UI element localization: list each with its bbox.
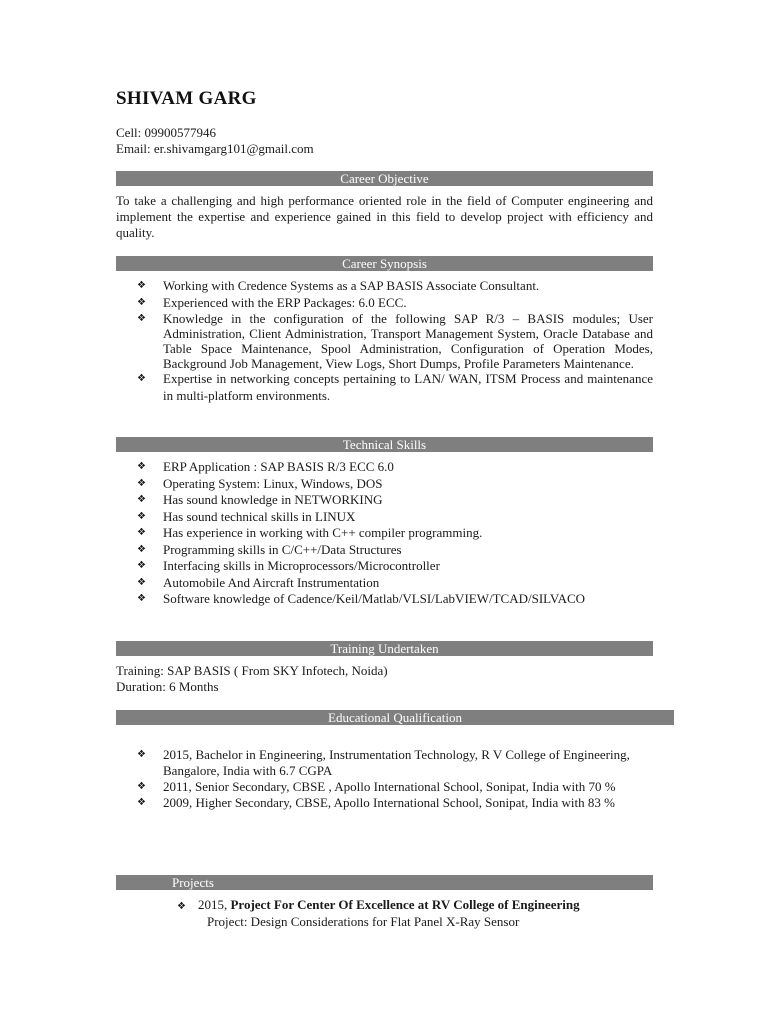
diamond-bullet-icon: ❖ bbox=[137, 797, 146, 808]
project-entry bbox=[177, 897, 580, 916]
list-item: ❖ 2015, Bachelor in Engineering, Instrumentation Technology, R V College of Engineering, Bangalore, India with 6.7 CGPA bbox=[137, 747, 630, 778]
diamond-bullet-icon: ❖ bbox=[137, 510, 146, 522]
list-item: ❖ Has experience in working with C++ compiler programming. bbox=[137, 525, 483, 540]
list-item: ❖ Working with Credence Systems as a SAP BASIS Associate Consultant. bbox=[137, 278, 540, 293]
career-synopsis-heading: Career Synopsis bbox=[116, 256, 653, 271]
diamond-bullet-icon: ❖ bbox=[137, 296, 146, 308]
diamond-bullet-icon: ❖ bbox=[177, 901, 186, 912]
list-item: ❖ Interfacing skills in Microprocessors/Microcontroller bbox=[137, 558, 440, 573]
diamond-bullet-icon: ❖ bbox=[137, 593, 146, 604]
education-heading: Educational Qualification bbox=[116, 710, 674, 725]
list-item: ❖ Has sound technical skills in LINUX bbox=[137, 508, 356, 524]
projects-heading-label: Projects bbox=[172, 875, 214, 890]
technical-skills-list bbox=[137, 459, 677, 608]
diamond-bullet-icon: ❖ bbox=[137, 527, 146, 538]
diamond-bullet-icon: ❖ bbox=[137, 494, 146, 505]
list-item: ❖ 2009, Higher Secondary, CBSE, Apollo International School, Sonipat, India with 83 % bbox=[137, 795, 615, 810]
diamond-bullet-icon: ❖ bbox=[137, 576, 146, 588]
diamond-bullet-icon: ❖ bbox=[137, 781, 146, 792]
projects-heading bbox=[116, 875, 653, 890]
list-item: ❖ 2011, Senior Secondary, CBSE , Apollo International School, Sonipat, India with 70 % bbox=[137, 779, 616, 794]
cell-number: Cell: 09900577946 bbox=[116, 125, 217, 140]
career-synopsis-list bbox=[137, 278, 653, 404]
list-item: ❖ ERP Application : SAP BASIS R/3 ECC 6.0 bbox=[137, 459, 394, 474]
career-objective-text: To take a challenging and high performance oriented role in the field of Computer engineering and implement the expertise and experience gained in this field to develop project with efficiency and quality. bbox=[116, 193, 653, 240]
list-item: ❖ Expertise in networking concepts pertaining to LAN/ WAN, ITSM Process and maintenance in multi-platform environments. bbox=[137, 371, 653, 403]
list-item: ❖ Programming skills in C/C++/Data Structures bbox=[137, 541, 402, 557]
list-item: ❖ Knowledge in the configuration of the following SAP R/3 – BASIS modules; User Administration, Client Administration, Transport Management System, Oracle Database and Table Space Maintenance, Spool Administration, Configuration of Operation Modes, Background Job Management, View Logs, Short Dumps, Profile Parameters Maintenance. bbox=[137, 311, 653, 371]
email-address: Email: er.shivamgarg101@gmail.com bbox=[116, 141, 314, 156]
project-title: Project For Center Of Excellence at RV College of Engineering bbox=[227, 897, 580, 912]
education-list bbox=[137, 747, 645, 811]
diamond-bullet-icon: ❖ bbox=[137, 313, 146, 324]
list-item: ❖ Automobile And Aircraft Instrumentation bbox=[137, 574, 380, 590]
training-line: Training: SAP BASIS ( From SKY Infotech, Noida) bbox=[116, 663, 388, 678]
list-item: ❖ Operating System: Linux, Windows, DOS bbox=[137, 475, 383, 491]
technical-skills-heading: Technical Skills bbox=[116, 437, 653, 452]
project-description: Project: Design Considerations for Flat Panel X-Ray Sensor bbox=[207, 914, 520, 929]
project-year: 2015, bbox=[197, 897, 228, 912]
career-objective-heading: Career Objective bbox=[116, 171, 653, 186]
list-item: ❖ Experienced with the ERP Packages: 6.0 ECC. bbox=[137, 294, 407, 310]
list-item: ❖ Has sound knowledge in NETWORKING bbox=[137, 492, 383, 507]
diamond-bullet-icon: ❖ bbox=[137, 543, 146, 555]
diamond-bullet-icon: ❖ bbox=[137, 280, 146, 291]
diamond-bullet-icon: ❖ bbox=[137, 749, 146, 760]
diamond-bullet-icon: ❖ bbox=[137, 461, 146, 472]
training-duration: Duration: 6 Months bbox=[116, 679, 219, 694]
training-heading: Training Undertaken bbox=[116, 641, 653, 656]
candidate-name: SHIVAM GARG bbox=[116, 88, 257, 109]
diamond-bullet-icon: ❖ bbox=[137, 373, 146, 384]
diamond-bullet-icon: ❖ bbox=[137, 560, 146, 571]
list-item: ❖ Software knowledge of Cadence/Keil/Matlab/VLSI/LabVIEW/TCAD/SILVACO bbox=[137, 591, 586, 606]
diamond-bullet-icon: ❖ bbox=[137, 477, 146, 489]
